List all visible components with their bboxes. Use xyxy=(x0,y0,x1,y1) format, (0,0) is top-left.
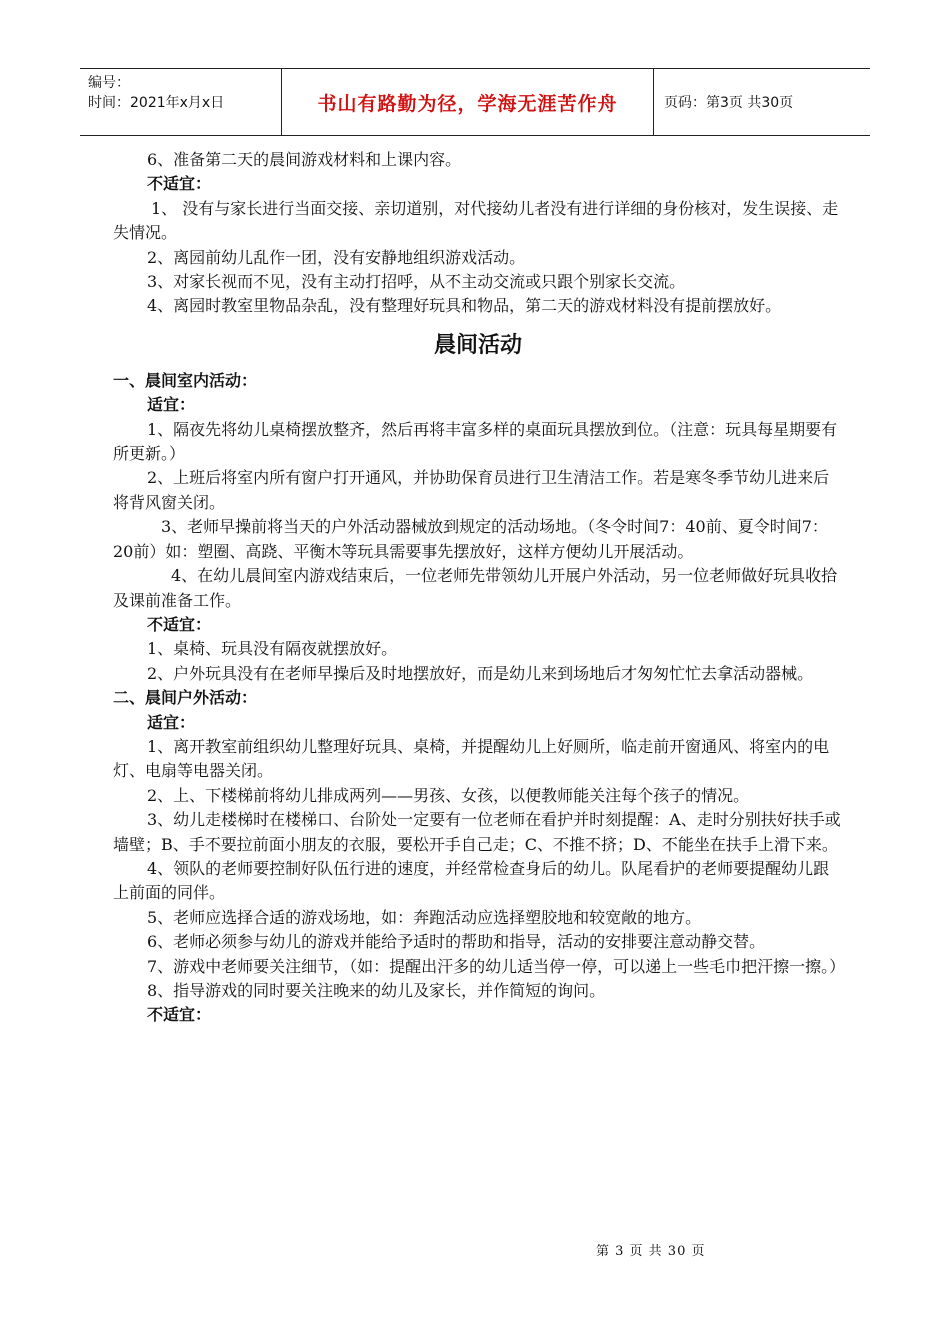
suitable-label: 适宜： xyxy=(147,395,196,415)
paragraph: 4、在幼儿晨间室内游戏结束后，一位老师先带领幼儿开展户外活动，另一位老师做好玩具收拾及课前准备工作。 xyxy=(113,566,838,610)
section-heading-indoor: 一、晨间室内活动： xyxy=(113,370,258,390)
paragraph: 6、老师必须参与幼儿的游戏并能给予适时的帮助和指导，活动的安排要注意动静交替。 xyxy=(147,932,766,952)
paragraph: 3、幼儿走楼梯时在楼梯口、台阶处一定要有一位老师在看护并时刻提醒：A、走时分别扶好扶手或墙壁；B、手不要拉前面小朋友的衣服，要松开手自己走；C、不推不挤；D、不能坐在扶手上滑下来。 xyxy=(113,810,841,854)
paragraph: 2、上班后将室内所有窗户打开通风，并协助保育员进行卫生清洁工作。若是寒冬季节幼儿进来后将背风窗关闭。 xyxy=(113,468,830,512)
header-motto: 书山有路勤为径，学海无涯苦作舟 xyxy=(282,69,654,135)
paragraph: 5、老师应选择合适的游戏场地，如：奔跑活动应选择塑胶地和较宽敞的地方。 xyxy=(147,907,702,927)
paragraph: 1、桌椅、玩具没有隔夜就摆放好。 xyxy=(147,639,398,659)
paragraph: 1、 没有与家长进行当面交接、亲切道别，对代接幼儿者没有进行详细的身份核对，发生误接、走失情况。 xyxy=(113,198,839,243)
page-footer: 第 3 页 共 30 页 xyxy=(596,1244,706,1259)
paragraph: 3、对家长视而不见，没有主动打招呼，从不主动交流或只跟个别家长交流。 xyxy=(147,272,686,292)
paragraph: 4、领队的老师要控制好队伍行进的速度，并经常检查身后的幼儿。队尾看护的老师要提醒幼儿跟上前面的同伴。 xyxy=(113,858,830,903)
header-meta xyxy=(80,69,282,135)
header-page-info: 页码：第3页 共30页 xyxy=(664,95,794,111)
paragraph: 4、离园时教室里物品杂乱，没有整理好玩具和物品，第二天的游戏材料没有提前摆放好。 xyxy=(147,296,782,316)
number-label: 编号： xyxy=(88,75,130,91)
section-heading-outdoor: 二、晨间户外活动： xyxy=(113,688,258,708)
paragraph: 3、老师早操前将当天的户外活动器械放到规定的活动场地。（冬令时间7：40前、夏令时间7：20前）如：塑圈、高跷、平衡木等玩具需要事先摆放好，这样方便幼儿开展活动。 xyxy=(113,517,828,561)
paragraph: 7、游戏中老师要关注细节，（如：提醒出汗多的幼儿适当停一停，可以递上一些毛巾把汗擦一擦。） xyxy=(147,956,846,976)
suitable-label: 适宜： xyxy=(147,712,196,732)
not-suitable-label: 不适宜： xyxy=(147,614,212,634)
paragraph: 2、上、下楼梯前将幼儿排成两列——男孩、女孩，以便教师能关注每个孩子的情况。 xyxy=(147,785,750,805)
paragraph: 2、离园前幼儿乱作一团，没有安静地组织游戏活动。 xyxy=(147,247,526,267)
document-body xyxy=(113,148,846,1028)
paragraph: 1、隔夜先将幼儿桌椅摆放整齐，然后再将丰富多样的桌面玩具摆放到位。（注意：玩具每星期要有所更新。） xyxy=(113,419,838,464)
paragraph: 1、离开教室前组织幼儿整理好玩具、桌椅，并提醒幼儿上好厕所，临走前开窗通风、将室内的电灯、电扇等电器关闭。 xyxy=(113,736,830,781)
not-suitable-label: 不适宜： xyxy=(147,1005,212,1025)
paragraph: 8、指导游戏的同时要关注晚来的幼儿及家长，并作简短的询问。 xyxy=(147,981,606,1000)
paragraph: 2、户外玩具没有在老师早操后及时地摆放好，而是幼儿来到场地后才匆匆忙忙去拿活动器械。 xyxy=(147,663,814,683)
section-title: 晨间活动 xyxy=(433,332,522,358)
page-header xyxy=(80,68,870,136)
not-suitable-label: 不适宜： xyxy=(147,174,212,194)
paragraph: 6、准备第二天的晨间游戏材料和上课内容。 xyxy=(147,150,462,169)
date-label: 时间：2021年x月x日 xyxy=(88,95,225,111)
